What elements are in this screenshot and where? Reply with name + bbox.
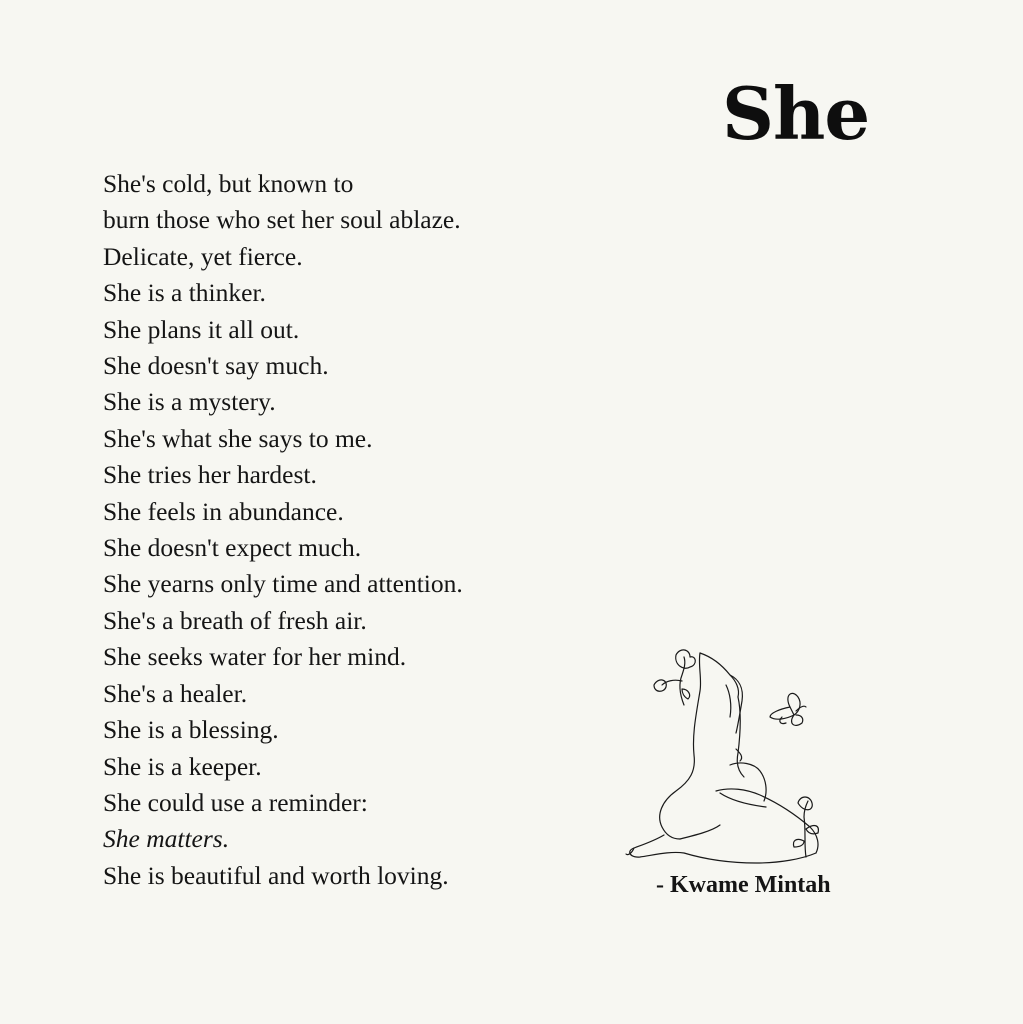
flower-leaf-left [682,689,690,699]
figure-hip [680,825,720,839]
poem-line: She seeks water for her mind. [103,642,407,672]
poem-line-emphasis: She matters. [103,824,230,854]
poem-line: She feels in abundance. [103,496,344,526]
poem-line: burn those who set her soul ablaze. [103,205,461,235]
poem-line: She is a mystery. [103,387,276,417]
poem-line: She's what she says to me. [103,423,373,453]
flower-bud-left [654,680,666,691]
poem-line: Delicate, yet fierce. [103,241,303,271]
poem-line: She is a thinker. [103,278,266,308]
poem-body [103,166,463,894]
poem-title: She [722,71,870,156]
poem-line: She's cold, but known to [103,169,354,198]
poem-line: She yearns only time and attention. [103,569,463,599]
poem-line: She tries her hardest. [103,460,317,490]
flower-leaf-right-2 [793,839,804,847]
figure-base [630,835,816,863]
figure-head [700,653,739,697]
poem-line: She could use a reminder: [103,787,368,817]
poem-line: She's a healer. [103,678,248,708]
poem-line: She plans it all out. [103,314,300,344]
poem-line: She doesn't expect much. [103,533,362,563]
figure-arm-inner [726,685,731,717]
poem-line: She's a breath of fresh air. [103,605,367,635]
butterfly-icon [770,693,806,725]
flower-bloom-left [676,650,696,668]
woman-line-art-illustration [620,645,830,875]
author-signature: - Kwame Mintah [656,872,831,898]
poem-line: She is a keeper. [103,751,262,781]
poem-line: She is a blessing. [103,715,279,745]
poem-line: She doesn't say much. [103,351,329,381]
poem-line: She is beautiful and worth loving. [103,860,449,890]
